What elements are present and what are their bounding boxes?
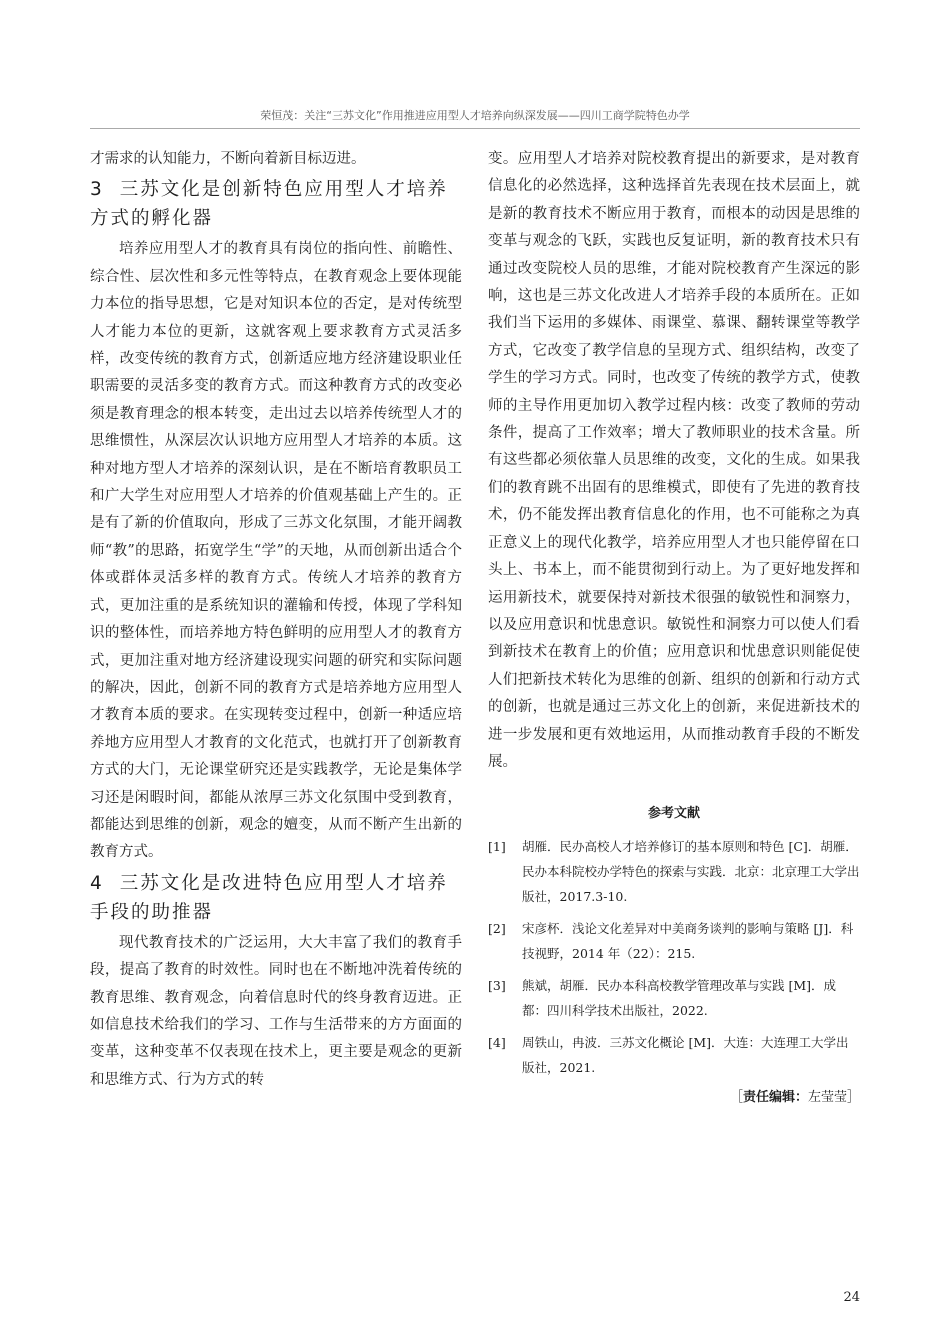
reference-item — [488, 1030, 860, 1080]
section-4-paragraph-continuation: 变。应用型人才培养对院校教育提出的新要求，是对教育信息化的必然选择，这种选择首先表现在技术层面上，就是新的教育技术不断应用于教育，而根本的动因是思维的变革与观念的飞跃，实践也反复证明，新的教育技术只有通过改变院校人员的思维，才能对院校教育产生深远的影响，这也是三苏文化改进人才培养手段的本质所在。正如我们当下运用的多媒体、雨课堂、慕课、翻转课堂等教学方式，它改变了教学信息的呈现方式、组织结构，改变了学生的学习方式。同时，也改变了传统的教学方式，使教师的主导作用更加切入教学过程内核：改变了教师的劳动条件，提高了工作效率；增大了教师职业的技术含量。所有这些都必须依靠人员思维的改变，文化的生成。如果我们的教育跳不出固有的思维模式，即使有了先进的教育技术，仍不能发挥出教育信息化的作用，也不可能称之为真正意义上的现代化教学，培养应用型人才也只能停留在口头上、书本上，而不能贯彻到行动上。为了更好地发挥和运用新技术，就要保持对新技术很强的敏锐性和洞察力，以及应用意识和忧患意识。敏锐性和洞察力可以使人们看到新技术在教育上的价值；应用意识和忧患意识则能促使人们把新技术转化为思维的创新、组织的创新和行动方式的创新，也就是通过三苏文化上的创新，来促进新技术的进一步发展和更有效地运用，从而推动教育手段的不断发展。 — [488, 151, 860, 770]
reference-number: [1] — [488, 839, 506, 855]
page-number: 24 — [843, 1290, 860, 1305]
reference-item — [488, 973, 860, 1023]
section-4-number: 4 — [90, 872, 104, 894]
section-4-heading — [90, 869, 462, 927]
reference-number: [4] — [488, 1035, 506, 1051]
running-header: 荣恒茂：关注“三苏文化”作用推进应用型人才培养向纵深发展——四川工商学院特色办学 — [260, 109, 690, 122]
reference-item — [488, 916, 860, 966]
section-4-title: 三苏文化是改进特色应用型人才培养手段的助推器 — [90, 872, 448, 923]
section-3-heading — [90, 175, 462, 233]
reference-text: 周铁山，冉波．三苏文化概论 [M]．大连：大连理工大学出版社，2021. — [522, 1035, 849, 1076]
section-3-number: 3 — [90, 179, 104, 201]
responsible-editor: ［责任编辑：左莹莹］ — [729, 1090, 860, 1106]
section-3-title: 三苏文化是创新特色应用型人才培养方式的孵化器 — [90, 179, 448, 230]
left-column — [90, 146, 462, 1094]
reference-number: [3] — [488, 978, 506, 994]
section-3-paragraph: 培养应用型人才的教育具有岗位的指向性、前瞻性、综合性、层次性和多元性等特点，在教育观念上要体现能力本位的指导思想，它是对知识本位的否定，是对传统型人才能力本位的更新，这就客观上要求教育方式灵活多样，改变传统的教育方式，创新适应地方经济建设职业任职需要的灵活多变的教育方式。而这种教育方式的改变必须是教育理念的根本转变，走出过去以培养传统型人才的思维惯性，从深层次认识地方应用型人才培养的本质。这种对地方型人才培养的深刻认识，是在不断培育教职员工和广大学生对应用型人才培养的价值观基础上产生的。正是有了新的价值取向，形成了三苏文化氛围，才能开阔教师“教”的思路，拓宽学生“学”的天地，从而创新出适合个体或群体灵活多样的教育方式。传统人才培养的教育方式，更加注重的是系统知识的灌输和传授，体现了学科知识的整体性，而培养地方特色鲜明的应用型人才的教育方式，更加注重对地方经济建设现实问题的研究和实际问题的解决，因此，创新不同的教育方式是培养地方应用型人才教育本质的要求。在实现转变过程中，创新一种适应培养地方应用型人才教育的文化范式，也就打开了创新教育方式的大门，无论课堂研究还是实践教学，无论是集体学习还是闲暇时间，都能从浓厚三苏文化氛围中受到教育，都能达到思维的创新，观念的嬗变，从而不断产生出新的教育方式。 — [90, 241, 462, 861]
reference-number: [2] — [488, 921, 506, 937]
intro-continuation: 才需求的认知能力，不断向着新目标迈进。 — [90, 151, 366, 167]
reference-text: 熊斌，胡雁．民办本科高校教学管理改革与实践 [M]．成都：四川科学技术出版社，2022. — [522, 978, 837, 1019]
reference-text: 胡雁．民办高校人才培养修订的基本原则和特色 [C]．胡雁．民办本科院校办学特色的探索与实践．北京：北京理工大学出版社，2017.3-10. — [522, 839, 860, 905]
references-title: 参考文献 — [647, 806, 700, 822]
reference-item — [488, 834, 860, 909]
section-4-paragraph: 现代教育技术的广泛运用，大大丰富了我们的教育手段，提高了教育的时效性。同时也在不断地冲洗着传统的教育思维、教育观念，向着信息时代的终身教育迈进。正如信息技术给我们的学习、工作与生活带来的方方面面的变革，这种变革不仅表现在技术上，更主要是观念的更新和思维方式、行为方式的转 — [90, 934, 462, 1088]
editor-label: 责任编辑： — [742, 1090, 808, 1106]
header-rule — [90, 128, 860, 129]
reference-text: 宋彦杯．浅论文化差异对中美商务谈判的影响与策略 [J]．科技视野，2014 年（22）：215. — [522, 921, 854, 962]
editor-name: 左莹莹 — [807, 1090, 847, 1106]
right-column — [488, 146, 860, 1109]
